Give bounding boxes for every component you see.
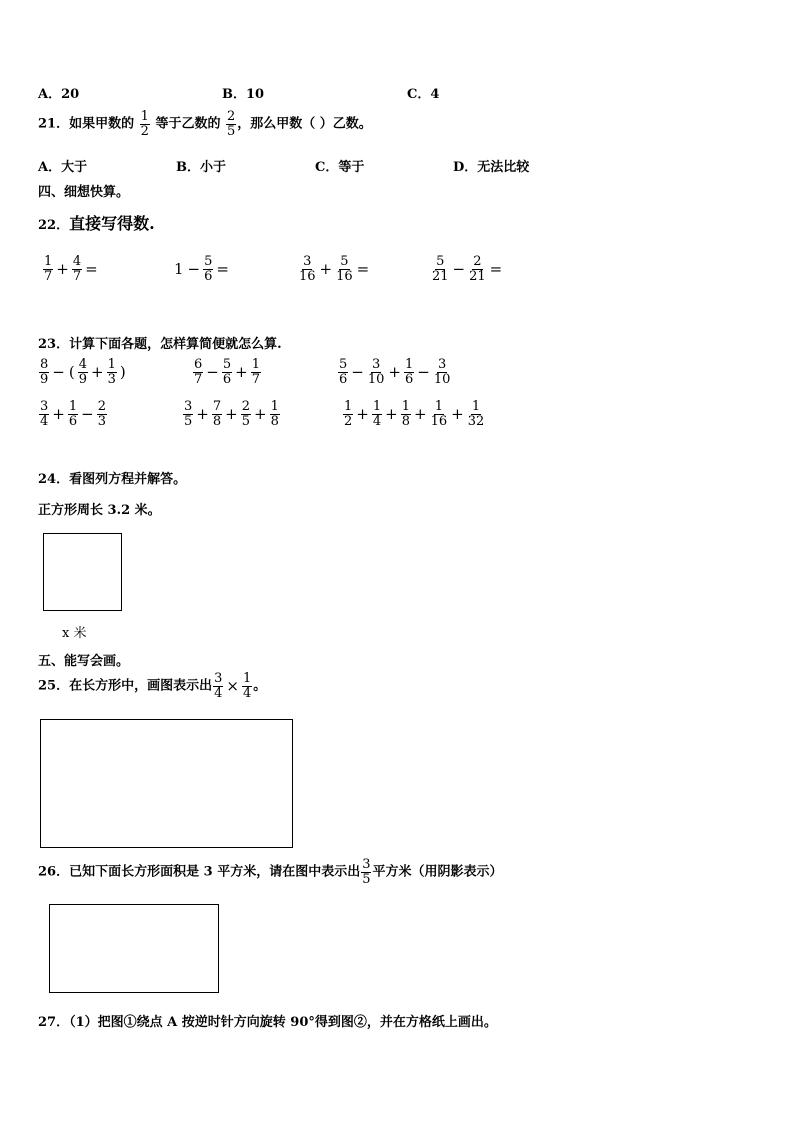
question-27: 27．（1）把图①绕点 A 按逆时针方向旋转 90°得到图②，并在方格纸上画出。 bbox=[38, 1015, 497, 1030]
expression: $\frac{1}{7}$ + $\frac{4}{7}$ = bbox=[44, 254, 98, 284]
expression: $\frac{6}{7}$ − $\frac{5}{6}$ + $\frac{1}{7}$ bbox=[194, 357, 260, 387]
expression: $\frac{5}{21}$ − $\frac{2}{21}$ = bbox=[432, 254, 503, 284]
square-figure bbox=[43, 533, 122, 611]
expression: 1 − $\frac{5}{6}$ = bbox=[174, 254, 229, 284]
side-label: x 米 bbox=[62, 626, 87, 641]
q21-option-c: C．等于 bbox=[315, 160, 365, 175]
section-heading: 五、能写会画。 bbox=[38, 654, 130, 669]
q21-option-a: A．大于 bbox=[38, 160, 88, 175]
expression: $\frac{3}{5}$ + $\frac{7}{8}$ + $\frac{2}{5}$ + $\frac{1}{8}$ bbox=[184, 399, 279, 429]
expression: $\frac{3}{16}$ + $\frac{5}{16}$ = bbox=[299, 254, 370, 284]
expression: $\frac{5}{6}$ − $\frac{3}{10}$ + $\frac{1}{6}$ − $\frac{3}{10}$ bbox=[339, 357, 451, 387]
rectangle-figure bbox=[49, 904, 219, 993]
question-26: 26．已知下面长方形面积是 3 平方米，请在图中表示出 $\frac{3}{5}$ 平方米（用阴影表示） bbox=[38, 857, 503, 887]
q21-option-d: D．无法比较 bbox=[453, 160, 530, 175]
expression: $\frac{8}{9}$ − ( $\frac{4}{9}$ + $\frac{1}{3}$ ) bbox=[40, 357, 126, 387]
expression: $\frac{1}{2}$ + $\frac{1}{4}$ + $\frac{1}{8}$ + $\frac{1}{16}$ + $\frac{1}{32}$ bbox=[344, 399, 485, 429]
question-24: 24．看图列方程并解答。 bbox=[38, 472, 187, 487]
section-heading: 四、细想快算。 bbox=[38, 185, 130, 200]
expression: $\frac{3}{4}$ + $\frac{1}{6}$ − $\frac{2}{3}$ bbox=[40, 399, 106, 429]
q21-option-b: B．小于 bbox=[176, 160, 227, 175]
rectangle-figure bbox=[40, 719, 293, 848]
question-23: 23．计算下面各题，怎样算简便就怎么算. bbox=[38, 337, 282, 352]
given-text: 正方形周长 3.2 米。 bbox=[38, 503, 161, 518]
question-22: 22．直接写得数. bbox=[38, 214, 155, 233]
question-21: 21．如果甲数的 $\frac{1}{2}$ 等于乙数的 $\frac{2}{5}$ ，那么甲数（ ）乙数。 bbox=[38, 109, 372, 139]
question-25: 25．在长方形中，画图表示出 $\frac{3}{4}$ × $\frac{1}{4}$ 。 bbox=[38, 671, 267, 701]
option-a: A．20 bbox=[38, 87, 80, 102]
fraction: $\frac{2}{5}$ bbox=[227, 109, 236, 139]
option-b: B．10 bbox=[222, 87, 265, 102]
option-c: C．4 bbox=[407, 87, 440, 102]
fraction: $\frac{1}{2}$ bbox=[140, 109, 149, 139]
